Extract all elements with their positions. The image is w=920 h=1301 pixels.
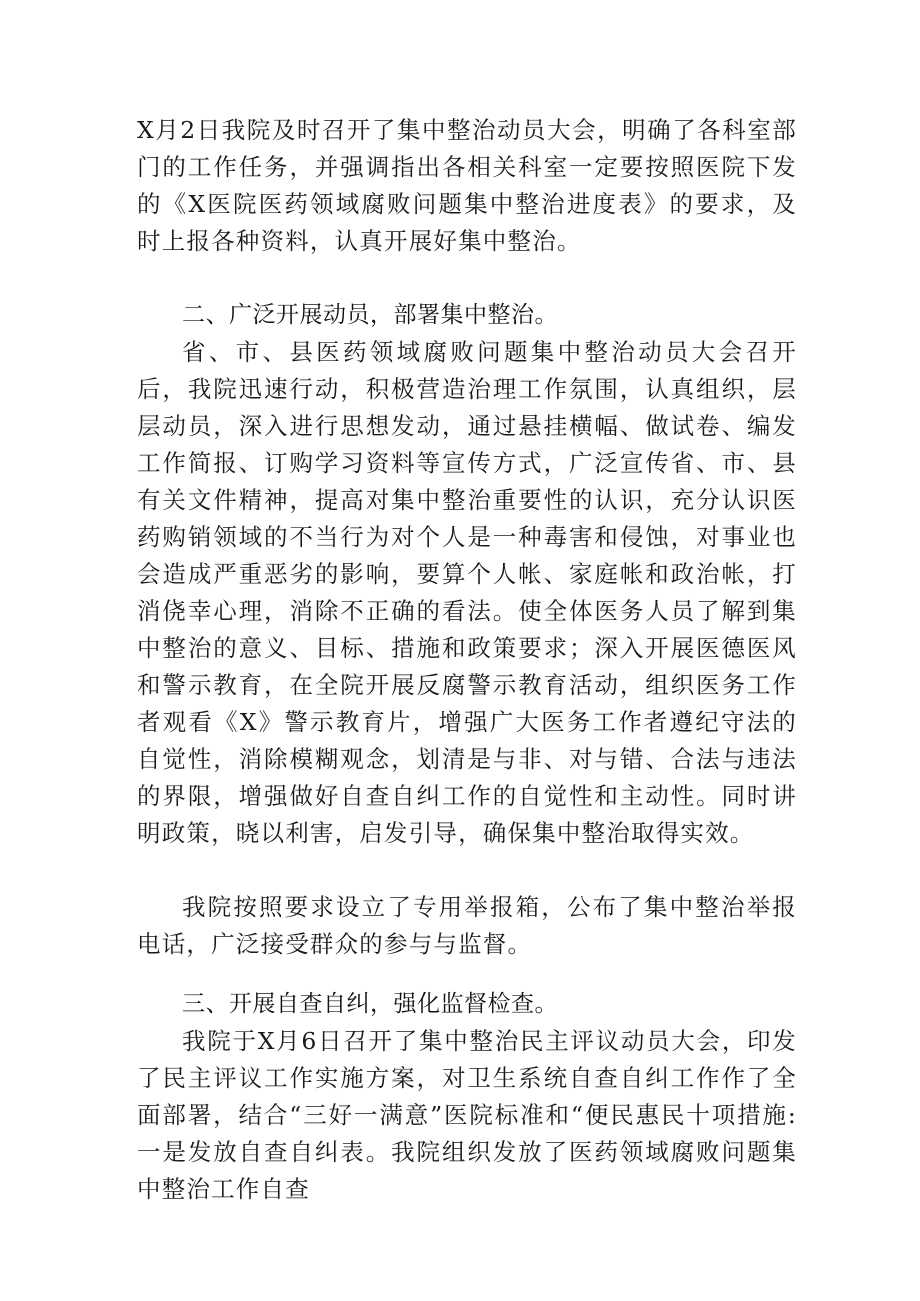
paragraph-3: 我院按照要求设立了专用举报箱，公布了集中整治举报电话，广泛接受群众的参与与监督。 (137, 893, 797, 958)
paragraph-4: 我院于X月6日召开了集中整治民主评议动员大会，印发了民主评议工作实施方案，对卫生系统自查自纠工作作了全面部署，结合“三好一满意”医院标准和“便民惠民十项措施:一是发放自查自纠表。我院组织发放了医药领域腐败问题集中整治工作自查 (137, 1027, 797, 1203)
section-heading-2: 二、广泛开展动员，部署集中整治。 (182, 302, 558, 328)
paragraph-2: 省、市、县医药领域腐败问题集中整治动员大会召开后，我院迅速行动，积极营造治理工作氛围，认真组织，层层动员，深入进行思想发动，通过悬挂横幅、做试卷、编发工作简报、订购学习资料等宣传方式，广泛宣传省、市、县有关文件精神，提高对集中整治重要性的认识，充分认识医药购销领域的不当行为对个人是一种毒害和侵蚀，对事业也会造成严重恶劣的影响，要算个人帐、家庭帐和政治帐，打消侥幸心理，消除不正确的看法。使全体医务人员了解到集中整治的意义、目标、措施和政策要求；深入开展医德医风和警示教育，在全院开展反腐警示教育活动，组织医务工作者观看《X》警示教育片，增强广大医务工作者遵纪守法的自觉性，消除模糊观念，划清是与非、对与错、合法与违法的界限，增强做好自查自纠工作的自觉性和主动性。同时讲明政策，晓以利害，启发引导，确保集中整治取得实效。 (137, 338, 797, 847)
paragraph-1: X月2日我院及时召开了集中整治动员大会，明确了各科室部门的工作任务，并强调指出各相关科室一定要按照医院下发的《X医院医药领域腐败问题集中整治进度表》的要求，及时上报各种资料，认真开展好集中整治。 (137, 116, 797, 255)
section-heading-3: 三、开展自查自纠，强化监督检查。 (182, 991, 558, 1017)
